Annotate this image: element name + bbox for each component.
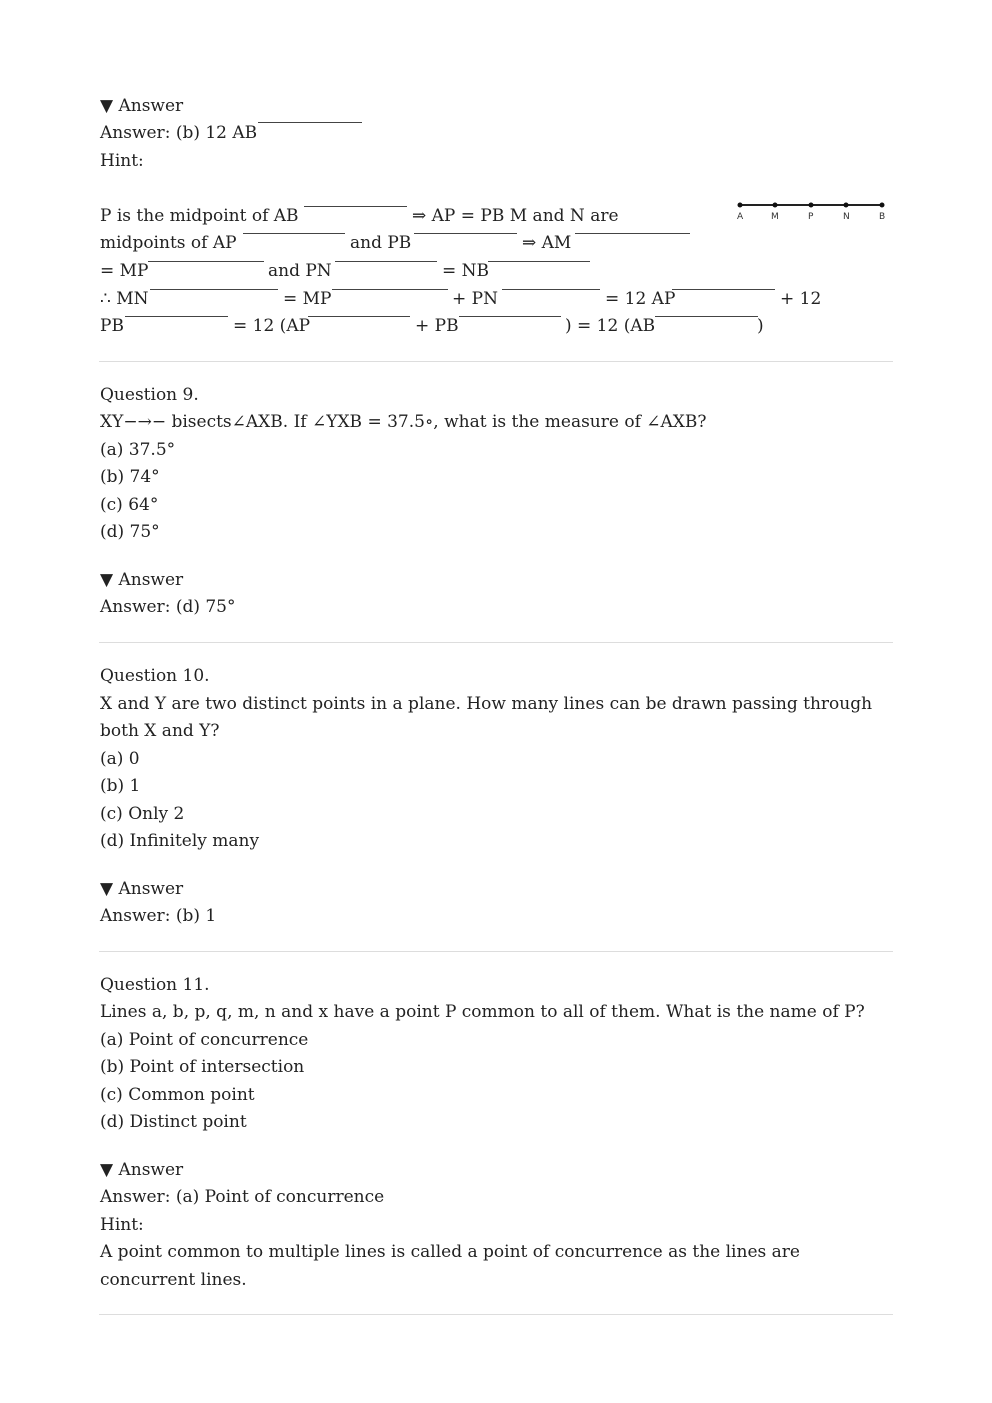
overline xyxy=(332,289,448,290)
answer-toggle[interactable]: ▼ Answer xyxy=(100,879,184,899)
hint-fragment: ⇒ AP = PB M and N are xyxy=(412,206,619,226)
option: (d) Distinct point xyxy=(100,1112,247,1132)
overline xyxy=(575,233,690,234)
overline xyxy=(488,261,590,262)
hint-fragment: ⇒ AM xyxy=(522,233,572,253)
hint-fragment: + PB xyxy=(415,316,459,336)
question-text: X and Y are two distinct points in a plane. How many lines can be drawn passing through xyxy=(100,694,873,714)
option: (c) 64° xyxy=(100,495,159,515)
hint-fragment: ∴ MN xyxy=(100,289,149,309)
overline xyxy=(243,233,345,234)
question-text: XY−→− bisects∠AXB. If ∠YXB = 37.5∘, what is the measure of ∠AXB? xyxy=(100,412,707,432)
hint-fragment: ) = 12 (AB xyxy=(565,316,656,336)
hint-fragment: P is the midpoint of AB xyxy=(100,206,299,226)
hint-fragment: = 12 (AP xyxy=(233,316,311,336)
overline xyxy=(414,233,517,234)
answer-toggle[interactable]: ▼ Answer xyxy=(100,1160,184,1180)
divider xyxy=(99,361,893,362)
divider xyxy=(99,642,893,643)
line-segment-figure xyxy=(735,198,890,228)
hint-fragment: = NB xyxy=(442,261,490,281)
hint-fragment: + 12 xyxy=(780,289,822,309)
question-title: Question 10. xyxy=(100,666,210,686)
overline xyxy=(672,289,775,290)
answer-text: Answer: (d) 75° xyxy=(100,597,236,617)
figure-label: A xyxy=(737,212,744,222)
answer-toggle[interactable]: ▼ Answer xyxy=(100,570,184,590)
hint-fragment: and PN xyxy=(268,261,332,281)
question-text: Lines a, b, p, q, m, n and x have a point P common to all of them. What is the name of P? xyxy=(100,1002,865,1022)
hint-text: concurrent lines. xyxy=(100,1270,247,1290)
option: (b) 1 xyxy=(100,776,141,796)
hint-fragment: ) xyxy=(757,316,764,336)
option: (a) 37.5° xyxy=(100,440,176,460)
hint-fragment: PB xyxy=(100,316,124,336)
hint-label: Hint: xyxy=(100,151,144,171)
overline xyxy=(125,316,228,317)
answer-text: Answer: (b) 1 xyxy=(100,906,217,926)
hint-fragment: and PB xyxy=(350,233,412,253)
hint-text: A point common to multiple lines is called a point of concurrence as the lines are xyxy=(100,1242,800,1262)
option: (c) Common point xyxy=(100,1085,255,1105)
overline xyxy=(459,316,561,317)
option: (a) 0 xyxy=(100,749,140,769)
option: (a) Point of concurrence xyxy=(100,1030,309,1050)
figure-label: M xyxy=(771,212,779,222)
hint-fragment: = MP xyxy=(283,289,332,309)
option: (c) Only 2 xyxy=(100,804,185,824)
figure-label: N xyxy=(843,212,850,222)
overline xyxy=(502,289,600,290)
hint-fragment: midpoints of AP xyxy=(100,233,237,253)
question-title: Question 11. xyxy=(100,975,210,995)
overline xyxy=(655,316,758,317)
hint-fragment: = 12 AP xyxy=(605,289,676,309)
divider xyxy=(99,1314,893,1315)
overline xyxy=(148,261,264,262)
figure-label: B xyxy=(879,212,886,222)
hint-label: Hint: xyxy=(100,1215,144,1235)
answer-toggle[interactable]: ▼ Answer xyxy=(100,96,184,116)
option: (d) Infinitely many xyxy=(100,831,260,851)
figure-label: P xyxy=(808,212,814,222)
option: (d) 75° xyxy=(100,522,160,542)
answer-text: Answer: (a) Point of concurrence xyxy=(100,1187,385,1207)
divider xyxy=(99,951,893,952)
overline xyxy=(308,316,410,317)
overline xyxy=(150,289,278,290)
option: (b) Point of intersection xyxy=(100,1057,305,1077)
hint-fragment: + PN xyxy=(452,289,498,309)
overline xyxy=(304,206,407,207)
hint-fragment: = MP xyxy=(100,261,149,281)
overline xyxy=(335,261,437,262)
question-title: Question 9. xyxy=(100,385,199,405)
answer-text: Answer: (b) 12 AB xyxy=(100,123,258,143)
option: (b) 74° xyxy=(100,467,160,487)
overline xyxy=(258,122,362,123)
question-text: both X and Y? xyxy=(100,721,220,741)
